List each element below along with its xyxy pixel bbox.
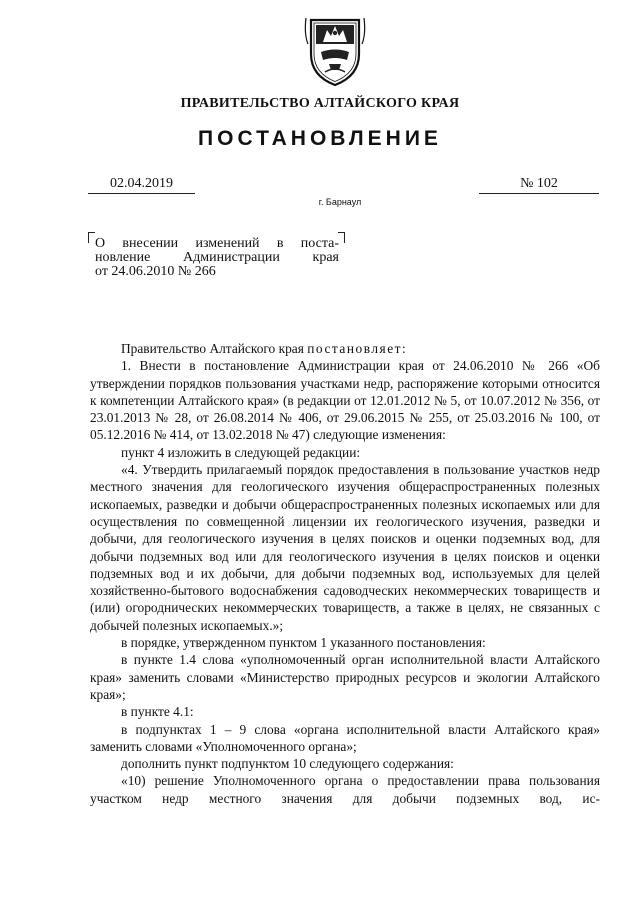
document-number: № 102: [479, 176, 599, 194]
body-paragraph: в пункте 1.4 слова «уполномоченный орган исполнительной власти Алтайского края» заменить словами «Министерство природных ресурсов и экологии Алтайского края»;: [90, 652, 600, 702]
subject-line: новление Администрации края: [95, 250, 339, 265]
intro-spaced-word: постановляет: [307, 341, 402, 356]
subject-bracket-left: [88, 232, 95, 243]
intro-prefix: Правительство Алтайского края: [121, 341, 308, 356]
body-paragraph: в пункте 4.1:: [121, 704, 194, 720]
body-paragraph: в порядке, утвержденном пунктом 1 указанного постановления:: [121, 635, 486, 651]
intro-suffix: :: [402, 341, 406, 356]
city-label: г. Барнаул: [318, 197, 362, 207]
altai-krai-coat-of-arms-icon: [303, 14, 367, 88]
body-paragraph: дополнить пункт подпунктом 10 следующего содержания:: [121, 756, 454, 772]
document-type-title: ПОСТАНОВЛЕНИЕ: [198, 127, 442, 150]
subject-line: О внесении изменений в поста-: [95, 236, 339, 251]
body-paragraph: в подпунктах 1 – 9 слова «органа исполнительной власти Алтайского края» заменить словами «Уполномоченного органа»;: [90, 721, 600, 754]
body-intro: [90, 340, 600, 357]
body-paragraph: «10) решение Уполномоченного органа о предоставлении права пользования участком недр местного значения для добычи подземных вод, ис-: [90, 773, 600, 806]
subject-line: от 24.06.2010 № 266: [95, 264, 216, 279]
document-body: [90, 340, 600, 807]
body-paragraph: «4. Утвердить прилагаемый порядок предоставления в пользование участков недр местного значения для геологического изучения общераспространенных полезных ископаемых, разведки и добычи общераспространенных полезных ископаемых или для осуществления по совмещенной лицензии их геологического изучения, разведки и добычи, для геологического изучения в целях поисков и оценки подземных вод, для добычи подземных вод или для геологического изучения в целях поисков и оценки подземных вод и их добычи, для добычи подземных вод, используемых для целей хозяйственно-бытового водоснабжения садоводческих некоммерческих товариществ и (или) огороднических некоммерческих товариществ, а также в целях, не связанных с добычей полезных ископаемых.»;: [90, 462, 600, 633]
body-paragraph: 1. Внести в постановление Администрации края от 24.06.2010 № 266 «Об утверждении порядков пользования участками недр, распоряжение которыми относится к компетенции Алтайского края» (в редакции от 12.01.2012 № 5, от 10.07.2012 № 356, от 23.01.2013 № 28, от 26.08.2014 № 406, от 29.06.2015 № 255, от 25.03.2016 № 100, от 05.12.2016 № 414, от 13.02.2018 № 47) следующие изменения:: [90, 358, 600, 443]
document-subject: [95, 237, 339, 279]
government-title: ПРАВИТЕЛЬСТВО АЛТАЙСКОГО КРАЯ: [180, 96, 460, 111]
body-paragraph: пункт 4 изложить в следующей редакции:: [121, 444, 361, 460]
document-date: 02.04.2019: [88, 176, 195, 194]
subject-bracket-right: [338, 232, 345, 243]
